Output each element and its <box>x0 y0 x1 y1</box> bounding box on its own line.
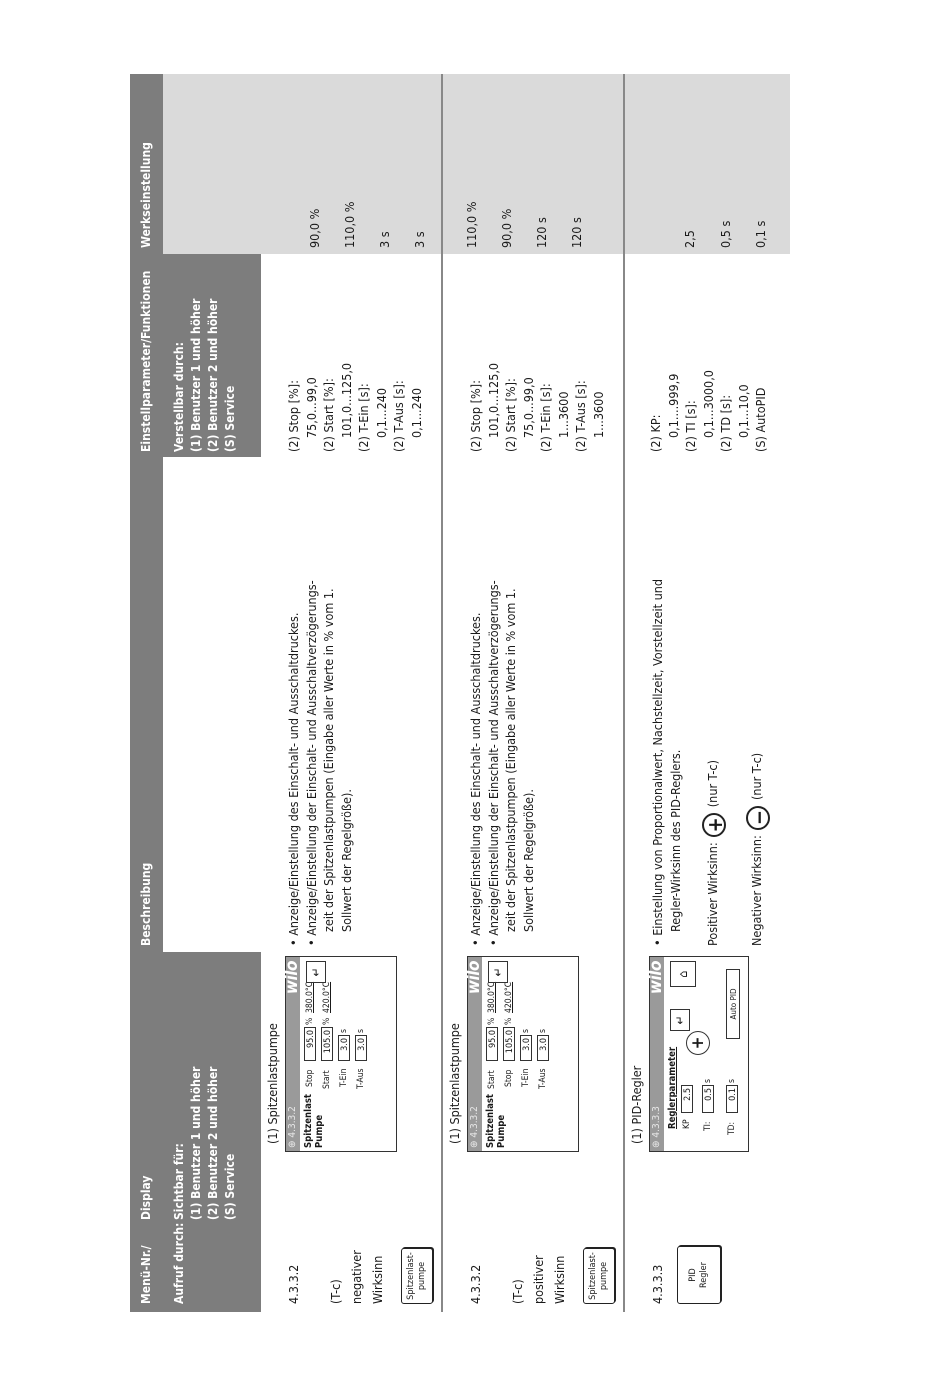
menu-number: 4.3.3.2 (T-c) negativer Wirksinn <box>286 1250 385 1304</box>
lcd-unit: s <box>703 1079 713 1083</box>
factory-value: 90,0 % <box>499 208 514 248</box>
lcd-label-stop: Stop <box>305 1069 315 1087</box>
menu-button-spitzenlastpumpe[interactable]: Spitzenlast- pumpe <box>583 1248 615 1304</box>
wilo-logo: wilo <box>464 961 484 995</box>
table-row <box>443 74 623 1312</box>
row-description: • Anzeige/Einstellung des Einschalt- und Ausschaltdruckes. • Anzeige/Einstellung der Einschalt- und Ausschaltverzögerungs- zeit der Spitzenlastpumpen (Eingabe aller Werte in % vom 1. Sollwert der Regelgröße). <box>468 580 536 946</box>
lcd-field-ti[interactable]: 0.5 <box>702 1085 714 1113</box>
lcd-label-kp: KP <box>682 1119 692 1129</box>
lcd-label-ti: TI: <box>703 1121 713 1131</box>
subheader-factory-bg <box>163 74 261 254</box>
factory-value: 2,5 <box>682 230 697 248</box>
lcd-display <box>646 956 749 1152</box>
lcd-title: Spitzenlast Pumpe <box>485 1093 507 1148</box>
negative-direction: Negativer Wirksinn: − (nur T-c) <box>746 752 771 946</box>
lcd-menu-code: ⊕ 4.3.3.2 <box>469 1106 480 1148</box>
header-menu-nr: Menü-Nr./ <box>139 1245 153 1304</box>
lcd-field-stop[interactable]: 105.0 <box>503 1027 515 1061</box>
display-title: (1) Spitzenlastpumpe <box>265 1023 280 1144</box>
lcd-label-t-ein: T-Ein <box>521 1068 531 1087</box>
table-header <box>130 74 163 1312</box>
lcd-temp-stop: 380.0°C <box>305 981 315 1013</box>
lcd-unit: % <box>504 1017 514 1025</box>
factory-value: 0,1 s <box>753 220 768 248</box>
row-description: • Einstellung von Proportionalwert, Nachstellzeit, Vorstellzeit und Regler-Wirksinn des PID-Reglers. <box>650 579 683 946</box>
positive-direction: Positiver Wirksinn: + (nur T-c) <box>702 760 727 946</box>
lcd-field-start[interactable]: 105.0 <box>321 1027 333 1061</box>
lcd-menu-code: ⊕ 4.3.3.2 <box>287 1106 298 1148</box>
enter-icon[interactable]: ↵ <box>670 1009 690 1031</box>
factory-value: 3 s <box>412 231 427 248</box>
home-icon[interactable]: ⌂ <box>670 961 696 987</box>
auto-pid-button[interactable]: Auto PID <box>726 969 740 1039</box>
lcd-title: Spitzenlast Pumpe <box>303 1093 325 1148</box>
lcd-label-td: TD: <box>727 1121 737 1135</box>
lcd-unit: s <box>538 1029 548 1033</box>
lcd-label-t-aus: T-Aus <box>356 1068 366 1089</box>
lcd-field-t-aus[interactable]: 3.0 <box>537 1035 549 1061</box>
factory-value: 120 s <box>569 217 584 248</box>
adjustable-by: Verstellbar durch: (1) Benutzer 1 und höher (2) Benutzer 2 und höher (S) Service <box>172 298 237 452</box>
lcd-field-td[interactable]: 0.1 <box>726 1085 738 1113</box>
lcd-unit: % <box>305 1017 315 1025</box>
lcd-field-t-ein[interactable]: 3.0 <box>520 1035 532 1061</box>
header-params: Einstellparameter/Funktionen <box>139 270 153 452</box>
row-description: • Anzeige/Einstellung des Einschalt- und Ausschaltdruckes. • Anzeige/Einstellung der Einschalt- und Ausschaltverzögerungs- zeit der Spitzenlastpumpen (Eingabe aller Werte in % vom 1. Sollwert der Regelgröße). <box>286 580 354 946</box>
lcd-label-t-aus: T-Aus <box>538 1068 548 1089</box>
lcd-unit: s <box>339 1029 349 1033</box>
row-params: (2) Stop [%]: 101,0...125,0 (2) Start [%]: 75,0...99,0 (2) T-Ein [s]: 1...3600 (2) T-Aus [s]: 1...3600 <box>468 362 606 452</box>
rotated-table-page <box>130 74 790 1312</box>
lcd-field-stop[interactable]: 95.0 <box>304 1027 316 1061</box>
lcd-field-t-aus[interactable]: 3.0 <box>355 1035 367 1061</box>
lcd-display <box>464 956 579 1152</box>
minus-icon: − <box>746 806 770 830</box>
lcd-temp-start: 420.0°C <box>322 981 332 1013</box>
menu-button-pid-regler[interactable]: PID Regler <box>677 1246 721 1304</box>
menu-number: 4.3.3.2 (T-c) positiver Wirksinn <box>468 1255 567 1304</box>
lcd-temp-start: 380.0°C <box>487 981 497 1013</box>
header-display: Display <box>139 1175 153 1220</box>
lcd-unit: s <box>727 1079 737 1083</box>
factory-value: 110,0 % <box>342 201 357 248</box>
lcd-field-t-ein[interactable]: 3.0 <box>338 1035 350 1061</box>
header-factory: Werkseinstellung <box>139 142 153 248</box>
lcd-field-start[interactable]: 95.0 <box>486 1027 498 1061</box>
lcd-unit: s <box>356 1029 366 1033</box>
factory-value: 110,0 % <box>464 201 479 248</box>
row-params: (2) Stop [%]: 75,0...99,0 (2) Start [%]: 101,0...125,0 (2) T-Ein [s]: 0,1...240 (2) T-Aus [s]: 0,1...240 <box>286 362 424 452</box>
enter-icon[interactable]: ↵ <box>488 961 508 983</box>
factory-value: 3 s <box>377 231 392 248</box>
lcd-label-start: Start <box>487 1070 497 1089</box>
menu-number: 4.3.3.3 <box>650 1264 665 1304</box>
row-params: (2) KP: 0,1....999,9 (2) TI [s]: 0,1...3000,0 (2) TD [s]: 0,1...10,0 (S) AutoPID <box>648 370 768 452</box>
lcd-field-kp[interactable]: 2.5 <box>681 1085 693 1113</box>
visible-for: Sichtbar für: (1) Benutzer 1 und höher (2) Benutzer 2 und höher (S) Service <box>172 1066 237 1220</box>
lcd-temp-stop: 420.0°C <box>504 981 514 1013</box>
wilo-logo: wilo <box>282 961 302 995</box>
lcd-unit: % <box>322 1017 332 1025</box>
display-title: (1) PID-Regler <box>629 1065 644 1144</box>
table-subheader <box>163 74 261 1312</box>
lcd-label-start: Start <box>322 1070 332 1089</box>
plus-icon[interactable]: + <box>686 1031 710 1055</box>
plus-icon: + <box>702 813 726 837</box>
factory-value: 0,5 s <box>718 220 733 248</box>
factory-value: 120 s <box>534 217 549 248</box>
display-title: (1) Spitzenlastpumpe <box>447 1023 462 1144</box>
lcd-label-t-ein: T-Ein <box>339 1068 349 1087</box>
menu-button-spitzenlastpumpe[interactable]: Spitzenlast- pumpe <box>401 1248 433 1304</box>
lcd-display <box>282 956 397 1152</box>
factory-value: 90,0 % <box>307 208 322 248</box>
table-row <box>625 74 790 1312</box>
lcd-unit: s <box>521 1029 531 1033</box>
lcd-menu-code: ⊕ 4.3.3.3 <box>651 1106 662 1148</box>
call-label: Aufruf durch: <box>172 1222 186 1304</box>
wilo-logo: wilo <box>646 961 666 995</box>
enter-icon[interactable]: ↵ <box>306 961 326 983</box>
lcd-unit: % <box>487 1017 497 1025</box>
subheader-description-bg <box>163 457 261 952</box>
lcd-title: Reglerparameter <box>667 1046 678 1129</box>
header-description: Beschreibung <box>139 862 153 946</box>
table-row <box>261 74 441 1312</box>
lcd-label-stop: Stop <box>504 1069 514 1087</box>
